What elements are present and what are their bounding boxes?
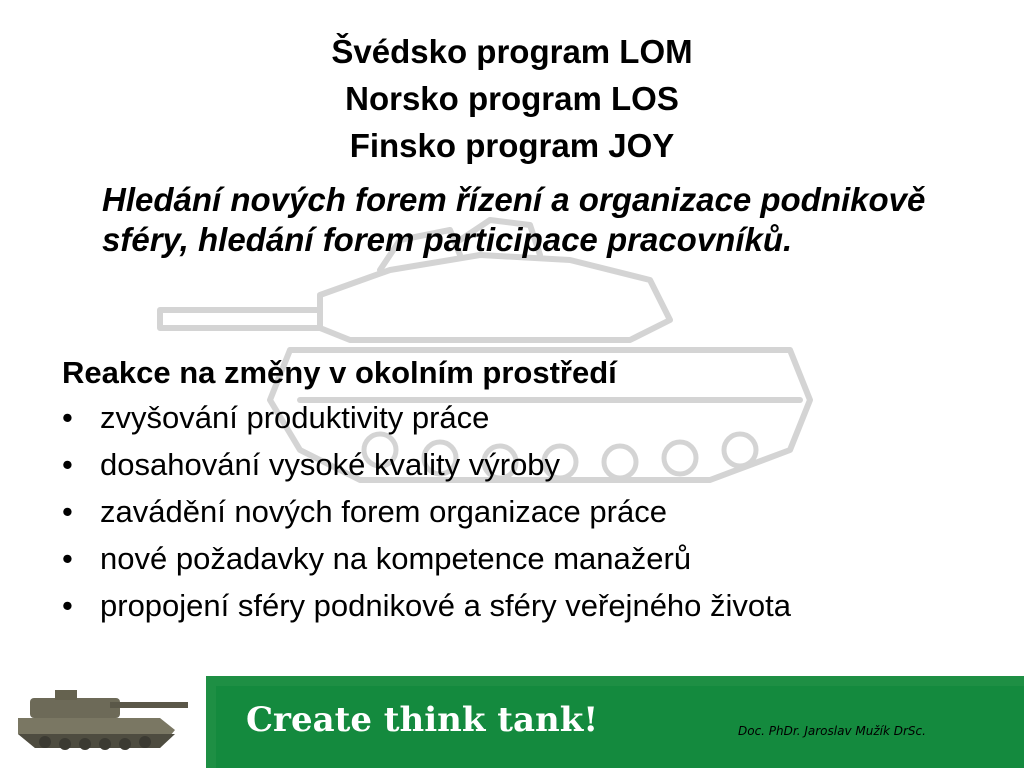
list-item-text: zavádění nových forem organizace práce <box>100 494 667 529</box>
list-item <box>62 447 962 482</box>
bullet-icon: • <box>62 400 73 435</box>
section-heading: Reakce na změny v okolním prostředí <box>62 355 617 390</box>
list-item <box>62 541 962 576</box>
bullet-icon: • <box>62 447 73 482</box>
title-line-1: Švédsko program LOM <box>331 33 693 70</box>
footer-author: Doc. PhDr. Jaroslav Mužík DrSc. <box>738 724 926 738</box>
title-line-2: Norsko program LOS <box>345 80 679 117</box>
list-item-text: propojení sféry podnikové a sféry veřejného života <box>100 588 792 623</box>
footer-tagline: Create think tank! <box>246 700 599 740</box>
bullet-icon: • <box>62 494 73 529</box>
list-item <box>62 494 962 529</box>
list-item-text: nové požadavky na kompetence manažerů <box>100 541 692 576</box>
tank-photo-icon <box>10 678 195 760</box>
list-item <box>62 400 962 435</box>
slide-subtitle: Hledání nových forem řízení a organizace podnikově sféry, hledání forem participace pracovníků. <box>102 181 926 258</box>
list-item-text: dosahování vysoké kvality výroby <box>100 447 561 482</box>
list-item <box>62 588 962 623</box>
list-item-text: zvyšování produktivity práce <box>100 400 490 435</box>
bullet-icon: • <box>62 588 73 623</box>
title-line-3: Finsko program JOY <box>349 127 675 164</box>
slide-title <box>0 28 1024 169</box>
bullet-icon: • <box>62 541 73 576</box>
bullet-list <box>62 400 962 635</box>
